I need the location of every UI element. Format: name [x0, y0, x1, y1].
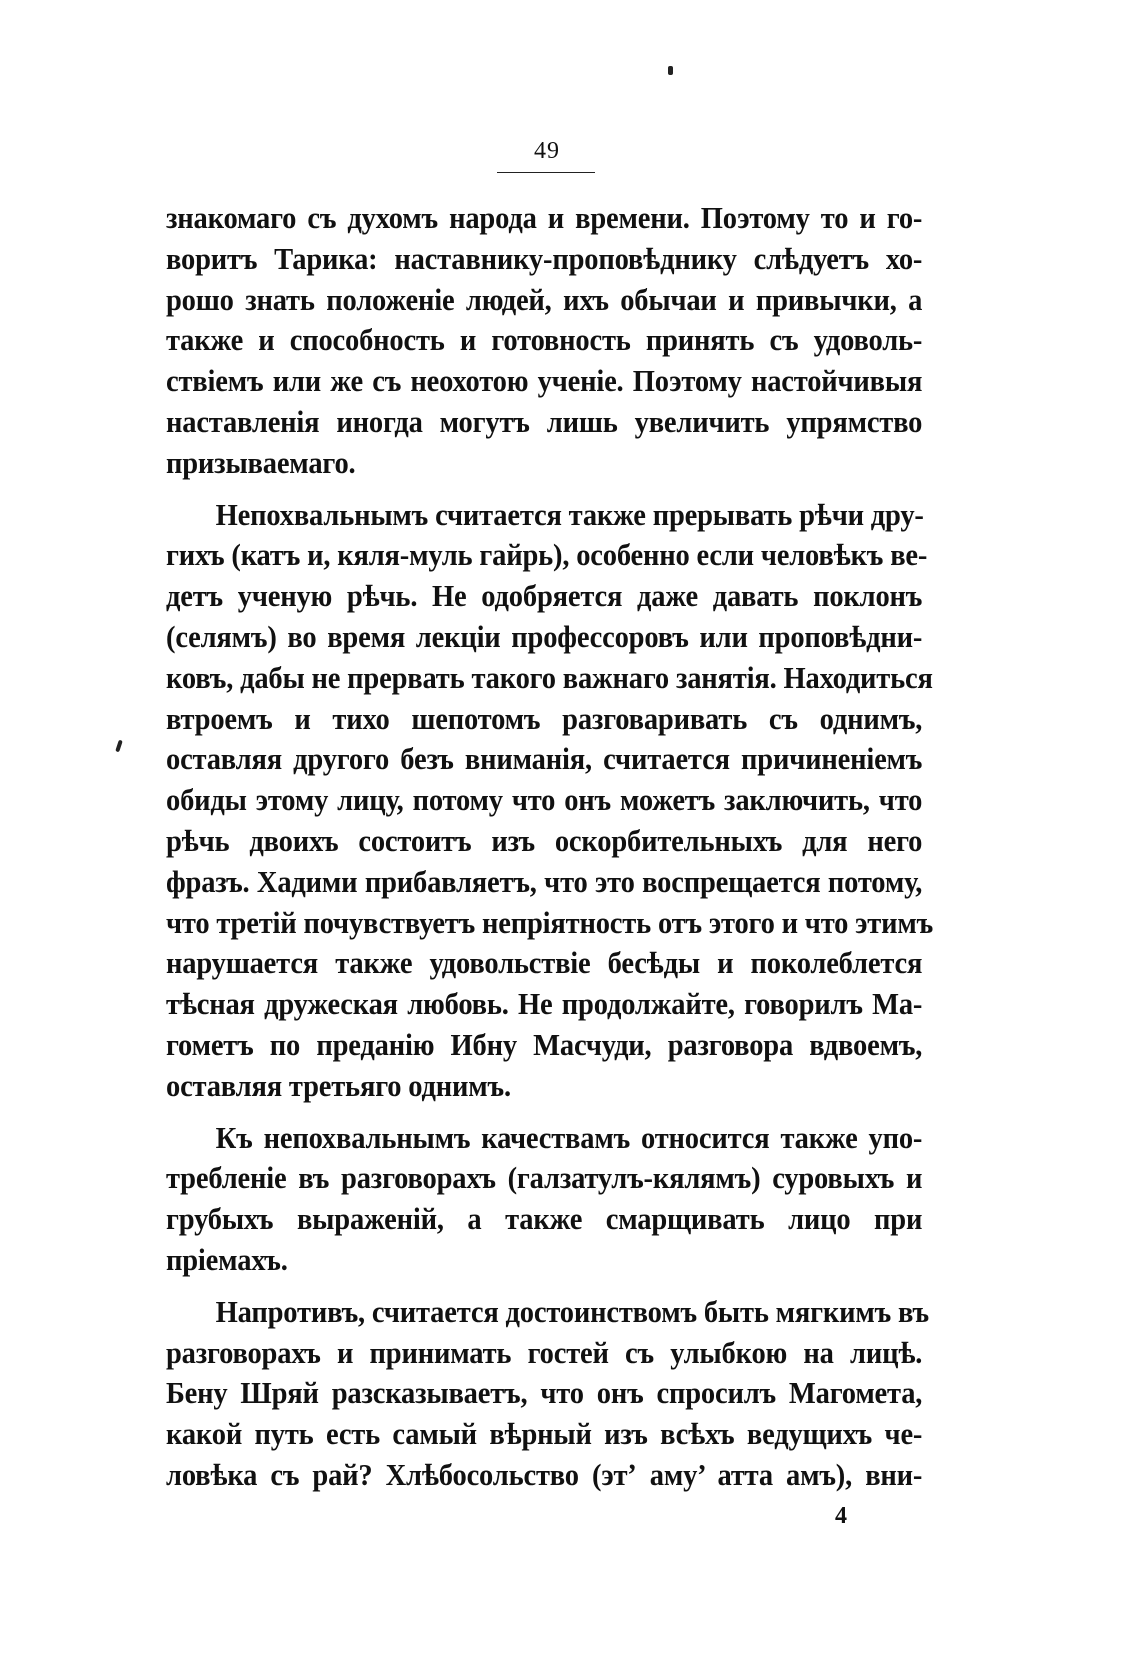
paragraph-1	[166, 198, 923, 484]
text-line: ковъ, дабы не прервать такого важнаго занятія. Находиться	[166, 659, 933, 695]
text-line: ствіемъ или же съ неохотою ученіе. Поэтому настойчивыя	[166, 363, 923, 399]
text-line: наставленія иногда могутъ лишь увеличить упрямство	[166, 403, 923, 439]
page-number-rule	[497, 172, 595, 173]
text-line: Бену Шряй разсказываетъ, что онъ спросилъ Магомета,	[166, 1375, 923, 1411]
text-line: (селямъ) во время лекціи профессоровъ или проповѣдни-	[166, 618, 923, 654]
text-line: также и способность и готовность принять съ удоволь-	[166, 322, 923, 358]
text-line: фразъ. Хадими прибавляетъ, что это воспрещается потому,	[166, 863, 923, 899]
text-line: грубыхъ выраженій, а также смарщивать лицо при	[166, 1201, 923, 1237]
text-line: ловѣка съ рай? Хлѣбосольство (этʼ аму’ атта амъ), вни-	[166, 1456, 923, 1492]
text-line: пріемахъ.	[166, 1241, 288, 1277]
text-line: рошо знать положеніе людей, ихъ обычаи и привычки, а	[166, 281, 923, 317]
text-line: Непохвальнымъ считается также прерывать рѣчи дру-	[215, 496, 924, 532]
text-line: Къ непохвальнымъ качествамъ относится также упо-	[215, 1119, 923, 1155]
text-line: требленіе въ разговорахъ (галзатулъ-кялямъ) суровыхъ и	[166, 1160, 923, 1196]
text-line: рѣчь двоихъ состоитъ изъ оскорбительныхъ для него	[166, 822, 923, 858]
ink-speck-margin	[115, 740, 123, 753]
text-line: Напротивъ, считается достоинствомъ быть мягкимъ въ	[215, 1293, 930, 1329]
text-line: призываемаго.	[166, 444, 356, 480]
paragraph-4	[166, 1292, 930, 1496]
text-line: втроемъ и тихо шепотомъ разговаривать съ однимъ,	[166, 700, 923, 736]
text-line: разговорахъ и принимать гостей съ улыбкою на лицѣ.	[166, 1334, 923, 1370]
text-line: знакомаго съ духомъ народа и времени. Поэтому то и го-	[166, 200, 923, 235]
text-line: нарушается также удовольствіе бесѣды и поколеблется	[166, 945, 923, 981]
paragraph-3	[166, 1118, 923, 1281]
signature-mark: 4	[835, 1503, 847, 1529]
page-number: 49	[534, 138, 560, 164]
paragraph-2	[166, 495, 934, 1107]
text-line: воритъ Тарика: наставнику-проповѣднику слѣдуетъ хо-	[166, 240, 923, 276]
text-line: детъ ученую рѣчь. Не одобряется даже давать поклонъ	[166, 578, 923, 614]
ink-speck-top	[668, 66, 673, 75]
text-line: обиды этому лицу, потому что онъ можетъ заключить, что	[166, 782, 923, 818]
text-line: оставляя другого безъ вниманія, считается причиненіемъ	[166, 741, 923, 777]
text-line: оставляя третьяго однимъ.	[166, 1067, 511, 1103]
text-line: тѣсная дружеская любовь. Не продолжайте, говорилъ Ма-	[166, 986, 923, 1022]
text-line: какой путь есть самый вѣрный изъ всѣхъ ведущихъ че-	[166, 1416, 923, 1452]
text-line: гихъ (катъ и, кяля-муль гайрь), особенно если человѣкъ ве-	[166, 537, 928, 573]
body-text	[166, 198, 934, 1507]
text-line: гометъ по преданію Ибну Масчуди, разговора вдвоемъ,	[166, 1026, 923, 1062]
text-line: что третій почувствуетъ непріятность отъ этого и что этимъ	[166, 904, 934, 940]
